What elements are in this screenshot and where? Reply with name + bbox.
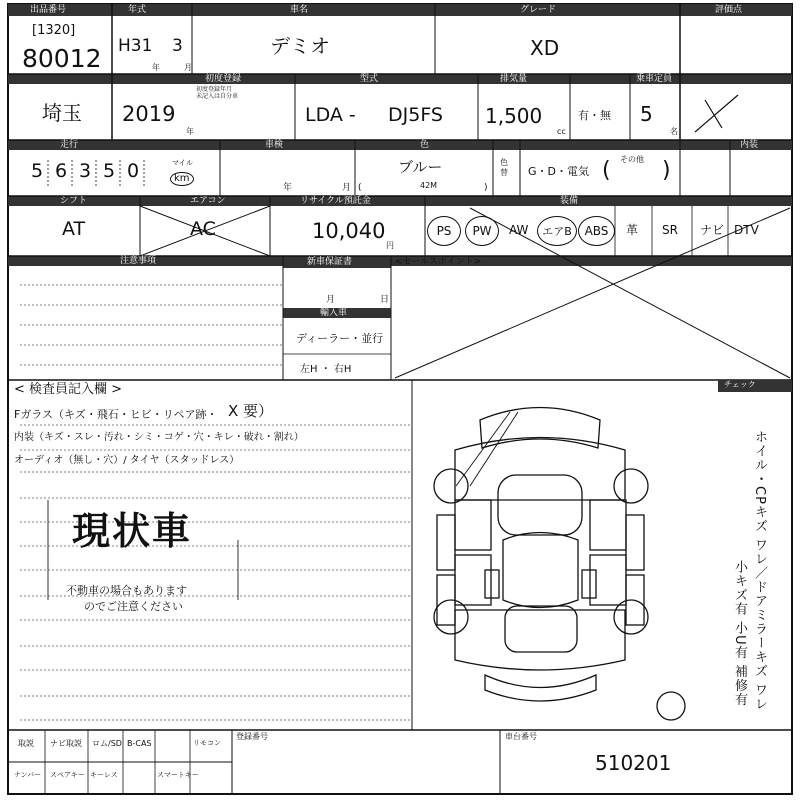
stamp-note1: 不動車の場合もあります <box>66 584 187 597</box>
label-car-name: 車名 <box>290 5 309 15</box>
equipment-sr: SR <box>662 223 678 237</box>
lot-number: 80012 <box>22 44 102 73</box>
first-reg-note: 初度登録年月 未記入は自分車 <box>196 86 239 101</box>
mileage-digit: 3 <box>79 160 92 182</box>
equipment-leather: 革 <box>626 223 639 237</box>
fuel-options: G・D・電気 <box>528 165 589 178</box>
fuel-paren-open: ( <box>602 158 611 183</box>
label-inspection: 車検 <box>265 140 284 150</box>
stamp-current-condition: 現状車 <box>72 509 193 553</box>
recycle-amount: 10,040 <box>312 219 386 243</box>
chassis-number: 510201 <box>595 751 672 775</box>
label-import: 輸入車 <box>320 308 348 318</box>
label-displacement: 排気量 <box>500 74 528 84</box>
era-year: H31 <box>118 36 153 56</box>
paren-open: ( <box>358 183 362 193</box>
inspector-line1: Fガラス（キズ・飛石・ヒビ・リペア跡・ <box>14 408 218 421</box>
mileage-digit: 5 <box>103 160 116 182</box>
label-shift: シフト <box>60 196 88 206</box>
seats: 5 <box>640 102 653 126</box>
unit-mile: マイル <box>172 159 193 167</box>
equipment-airbag: エアB <box>537 216 577 246</box>
repaint: 色替 <box>500 158 508 178</box>
equipment-ps: PS <box>427 216 461 246</box>
aircon-value: AC <box>190 218 216 240</box>
lot-code: [1320] <box>32 23 76 38</box>
label-grade: グレード <box>520 5 557 15</box>
label-sales-points: <セールスポイント> <box>395 257 482 267</box>
paren-close: ) <box>484 183 488 193</box>
equipment-pw: PW <box>465 216 499 246</box>
dealer-type: ディーラー・並行 <box>296 332 384 345</box>
label-trim: 内装 <box>740 140 759 150</box>
doc-bcas: B-CAS <box>127 739 152 748</box>
label-chassis-no: 車台番号 <box>505 732 537 741</box>
doc-plate: ナンバー <box>14 771 42 779</box>
fuel-paren-close: ) <box>662 158 671 183</box>
seat-unit: 名 <box>670 127 678 136</box>
doc-smart-key: スマートキー <box>157 771 199 779</box>
region: 埼玉 <box>42 101 82 125</box>
equipment-dtv: DTV <box>734 223 759 237</box>
equipment-aw: AW <box>509 223 529 237</box>
displacement: 1,500 <box>485 104 543 128</box>
label-registration-no: 登録番号 <box>236 732 268 741</box>
fuel-other: その他 <box>620 155 644 164</box>
first-reg-year-suffix: 年 <box>186 127 194 136</box>
equipment-navi: ナビ <box>700 223 725 237</box>
label-seats: 乗車定員 <box>636 74 673 84</box>
doc-spare-key: スペアキー <box>50 771 85 779</box>
first-reg-year: 2019 <box>122 102 176 126</box>
label-score: 評価点 <box>715 5 743 15</box>
right-note-minor: 小キズ有 小U有 補修有 <box>732 560 747 707</box>
mileage-digit: 5 <box>31 160 44 182</box>
recycle-unit: 円 <box>386 241 394 250</box>
label-mileage: 走行 <box>60 140 79 150</box>
label-warranty: 新車保証書 <box>307 257 353 267</box>
inspector-title: < 検査員記入欄 > <box>14 382 123 397</box>
doc-rom-sd: ロム/SD <box>92 739 122 748</box>
unit-km: km <box>170 172 194 186</box>
inspection-month: 月 <box>342 183 352 193</box>
label-first-reg: 初度登録 <box>205 74 242 84</box>
label-notes: 注意事項 <box>120 256 157 266</box>
year-suffix: 年 <box>152 63 160 72</box>
doc-manual: 取説 <box>18 739 34 748</box>
month-suffix: 月 <box>184 63 192 72</box>
shift-value: AT <box>62 218 86 240</box>
dealer-day: 日 <box>380 295 390 305</box>
doc-remote: リモコン <box>193 739 221 747</box>
mileage-digit: 0 <box>127 160 140 182</box>
doc-keyless: キーレス <box>90 771 118 779</box>
car-diagram <box>434 408 685 721</box>
model-prefix: LDA - <box>305 104 356 126</box>
label-recycle: リサイクル預託金 <box>300 196 371 206</box>
color-code: 42M <box>420 181 438 190</box>
grade: XD <box>530 36 560 60</box>
label-lot: 出品番号 <box>30 5 67 15</box>
inspector-line2: 内装（キズ・スレ・汚れ・シミ・コゲ・穴・キレ・破れ・割れ） <box>14 432 304 443</box>
equipment-abs: ABS <box>578 216 615 246</box>
month: 3 <box>172 36 183 56</box>
mileage-digit: 6 <box>55 160 68 182</box>
color-name: ブルー <box>398 158 443 176</box>
label-color: 色 <box>420 140 430 150</box>
has-none: 有・無 <box>578 109 611 122</box>
inspector-line3: オーディオ（無し・穴）/ タイヤ（スタッドレス） <box>14 455 240 466</box>
label-equipment: 装備 <box>560 196 579 206</box>
dealer-handle: 左H ・ 右H <box>300 364 352 375</box>
stamp-note2: のでご注意ください <box>84 600 183 613</box>
right-note-damage: ホイル・CPキズ ワレ／ドアミラーキズ ワレ <box>752 430 767 712</box>
inspection-year: 年 <box>283 183 293 193</box>
doc-navi-manual: ナビ取説 <box>50 739 82 748</box>
label-aircon: エアコン <box>190 196 226 206</box>
cc-unit: cc <box>557 127 566 136</box>
car-name: デミオ <box>270 34 330 58</box>
label-model: 型式 <box>360 74 379 84</box>
dealer-month: 月 <box>326 295 336 305</box>
model-code: DJ5FS <box>388 104 443 126</box>
label-check: チェック <box>724 380 756 389</box>
label-year: 年式 <box>128 5 147 15</box>
inspector-line1-mark: X 要） <box>228 402 274 420</box>
